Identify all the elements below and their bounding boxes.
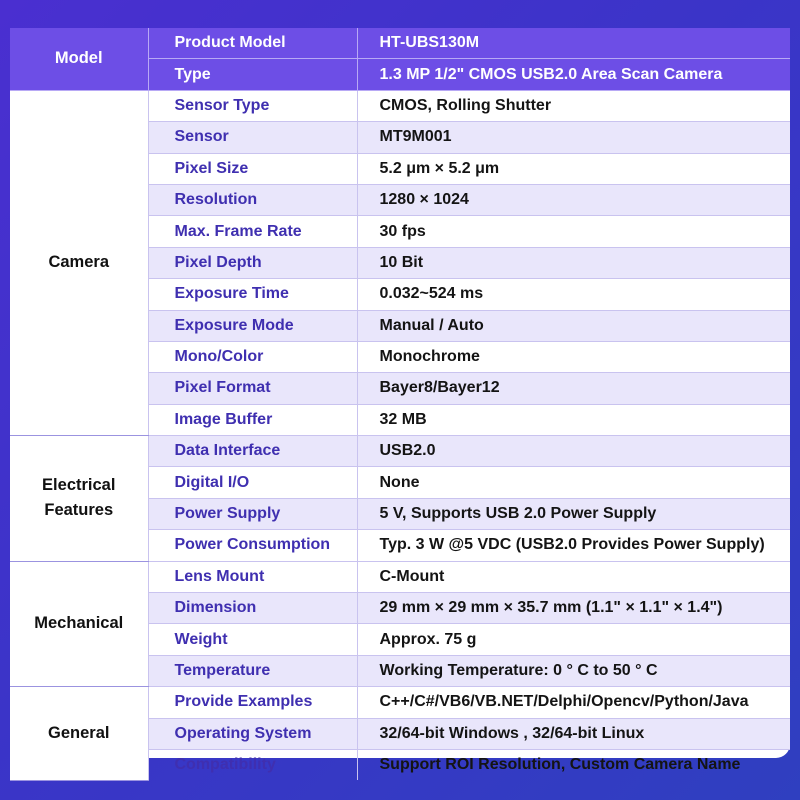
spec-value: 1.3 MP 1/2" CMOS USB2.0 Area Scan Camera <box>357 59 790 90</box>
spec-value: 5 V, Supports USB 2.0 Power Supply <box>357 498 790 529</box>
spec-row <box>10 28 790 59</box>
spec-label: Type <box>148 59 357 90</box>
spec-value: Approx. 75 g <box>357 624 790 655</box>
spec-value: Manual / Auto <box>357 310 790 341</box>
spec-value: Bayer8/Bayer12 <box>357 373 790 404</box>
spec-label: Image Buffer <box>148 404 357 435</box>
spec-value: 5.2 μm × 5.2 μm <box>357 153 790 184</box>
spec-label: Exposure Time <box>148 279 357 310</box>
spec-value: 29 mm × 29 mm × 35.7 mm (1.1" × 1.1" × 1.4") <box>357 593 790 624</box>
group-label-camera: Camera <box>10 90 148 435</box>
spec-label: Lens Mount <box>148 561 357 592</box>
spec-label: Max. Frame Rate <box>148 216 357 247</box>
spec-value: 32/64-bit Windows , 32/64-bit Linux <box>357 718 790 749</box>
spec-value: Working Temperature: 0 ° C to 50 ° C <box>357 655 790 686</box>
spec-row <box>10 561 790 592</box>
spec-label: Dimension <box>148 593 357 624</box>
group-label-electrical: Electrical Features <box>10 436 148 562</box>
spec-label: Pixel Format <box>148 373 357 404</box>
spec-label: Weight <box>148 624 357 655</box>
group-label-model: Model <box>10 28 148 90</box>
spec-label: Mono/Color <box>148 341 357 372</box>
spec-value: C-Mount <box>357 561 790 592</box>
spec-value: USB2.0 <box>357 436 790 467</box>
spec-label: Sensor <box>148 122 357 153</box>
spec-value: 10 Bit <box>357 247 790 278</box>
spec-value: 1280 × 1024 <box>357 184 790 215</box>
spec-value: None <box>357 467 790 498</box>
spec-table <box>10 28 790 781</box>
spec-label: Provide Examples <box>148 687 357 718</box>
spec-value: HT-UBS130M <box>357 28 790 59</box>
spec-label: Product Model <box>148 28 357 59</box>
spec-label: Digital I/O <box>148 467 357 498</box>
spec-value: Support ROI Resolution, Custom Camera Name <box>379 756 741 774</box>
spec-label: Pixel Depth <box>148 247 357 278</box>
spec-label: Operating System <box>148 718 357 749</box>
spec-label: Temperature <box>148 655 357 686</box>
spec-value: MT9M001 <box>357 122 790 153</box>
spec-value: Monochrome <box>357 341 790 372</box>
spec-value: C++/C#/VB6/VB.NET/Delphi/Opencv/Python/Java <box>357 687 790 718</box>
spec-label: Exposure Mode <box>148 310 357 341</box>
spec-value: 0.032~524 ms <box>357 279 790 310</box>
group-label-general: General <box>10 687 148 781</box>
spec-value: 30 fps <box>357 216 790 247</box>
group-label-mechanical: Mechanical <box>10 561 148 687</box>
spec-value: CMOS, Rolling Shutter <box>357 90 790 121</box>
spec-label: Power Consumption <box>148 530 357 561</box>
spec-row <box>10 436 790 467</box>
spec-label: Compatibility <box>148 749 357 780</box>
spec-row <box>10 90 790 121</box>
spec-row <box>10 687 790 718</box>
spec-value: Typ. 3 W @5 VDC (USB2.0 Provides Power Supply) <box>357 530 790 561</box>
spec-label: Pixel Size <box>148 153 357 184</box>
spec-label: Sensor Type <box>148 90 357 121</box>
spec-label: Data Interface <box>148 436 357 467</box>
spec-value: 32 MB <box>357 404 790 435</box>
spec-label: Resolution <box>148 184 357 215</box>
spec-card <box>10 28 790 774</box>
spec-label: Power Supply <box>148 498 357 529</box>
